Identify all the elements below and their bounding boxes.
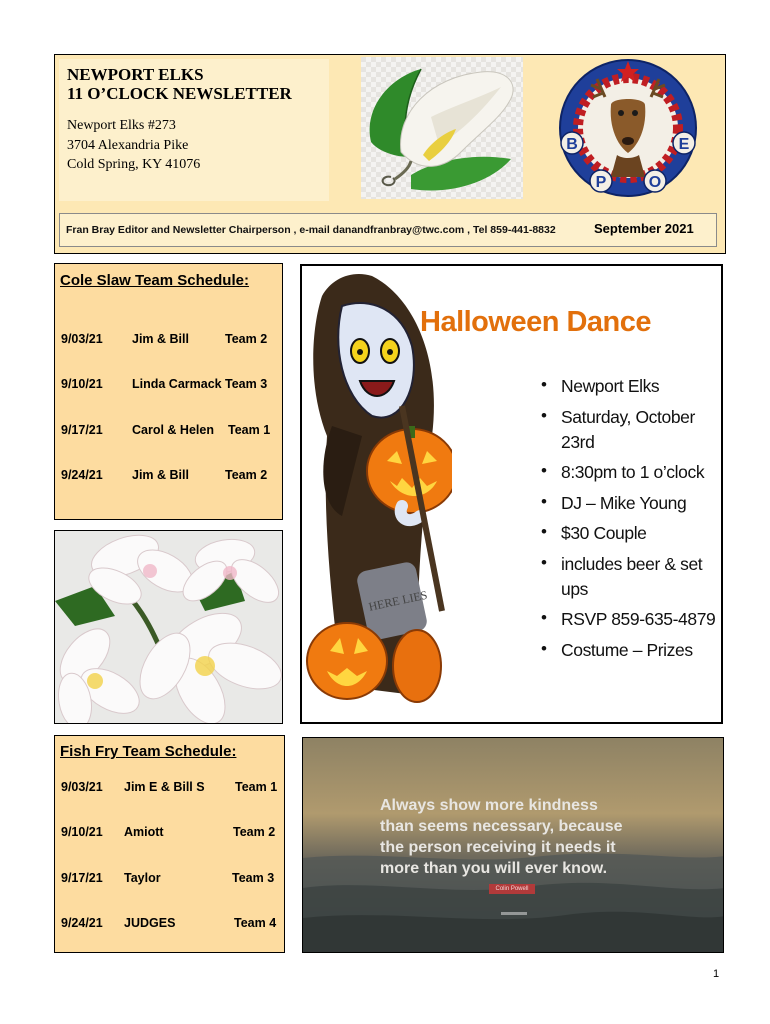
quote-line: than seems necessary, because: [380, 818, 623, 835]
cole-row-team: Team 2: [225, 332, 268, 346]
fish-row-name: Taylor: [124, 871, 161, 885]
cole-row-team: Team 3: [225, 377, 268, 391]
cole-row-name: Carol & Helen: [132, 423, 214, 437]
address-line-3: Cold Spring, KY 41076: [67, 157, 201, 172]
newsletter-title-line1: NEWPORT ELKS: [67, 65, 204, 84]
emblem-letter-o: O: [648, 174, 662, 191]
calla-lily-image: [361, 57, 523, 199]
quote-line: more than you will ever know.: [380, 860, 608, 877]
cole-row-date: 9/03/21: [61, 332, 103, 346]
cole-row-date: 9/10/21: [61, 377, 103, 391]
quote-line: the person receiving it needs it: [380, 839, 616, 856]
fish-row-date: 9/10/21: [61, 825, 103, 839]
title-block: [59, 59, 329, 201]
quote-author-badge: Colin Powell: [489, 884, 535, 894]
fish-fry-schedule: [54, 735, 285, 953]
editor-info-bar: [59, 213, 717, 247]
fish-row-date: 9/17/21: [61, 871, 103, 885]
halloween-dance-title: Halloween Dance: [420, 306, 652, 338]
cole-row-date: 9/17/21: [61, 423, 103, 437]
fish-row-team: Team 4: [234, 916, 277, 930]
halloween-dance-flyer: HERE LIES Halloween Dance • Newport Elks • Saturday, October 23rd • 8:30pm to 1 o’clock • DJ – Mike Young • $30 Couple • includes beer & set ups • RSVP 859-635-4879 • Costume – Prizes: [300, 264, 723, 724]
fish-row-name: Amiott: [124, 825, 164, 839]
emblem-letter-p: P: [595, 174, 607, 191]
cole-row-team: Team 1: [228, 423, 271, 437]
quote-line: Always show more kindness: [380, 797, 598, 814]
fish-row-team: Team 3: [232, 871, 275, 885]
kindness-quote-image: [302, 737, 724, 953]
watermark-mark: [501, 912, 527, 915]
cole-row-date: 9/24/21: [61, 468, 103, 482]
fish-row-name: Jim E & Bill S: [124, 780, 205, 794]
address-line-1: Newport Elks #273: [67, 118, 176, 133]
fish-row-date: 9/03/21: [61, 780, 103, 794]
page-number: 1: [713, 968, 720, 980]
emblem-letter-b: B: [566, 136, 578, 153]
fish-row-name: JUDGES: [124, 916, 176, 930]
bpoe-elks-emblem: [553, 57, 703, 199]
address-line-2: 3704 Alexandria Pike: [67, 138, 189, 153]
cole-row-name: Jim & Bill: [132, 468, 189, 482]
fish-row-date: 9/24/21: [61, 916, 103, 930]
emblem-letter-e: E: [678, 136, 690, 153]
newsletter-header: [54, 54, 726, 254]
newsletter-title-line2: 11 O’CLOCK NEWSLETTER: [67, 84, 292, 103]
cole-row-name: Jim & Bill: [132, 332, 189, 346]
cole-slaw-schedule: [54, 263, 283, 520]
cole-row-name: Linda Carmack: [132, 377, 222, 391]
fish-row-team: Team 1: [235, 780, 278, 794]
cole-row-team: Team 2: [225, 468, 268, 482]
cole-slaw-heading: Cole Slaw Team Schedule:: [60, 272, 249, 289]
issue-date: September 2021: [594, 221, 694, 236]
fish-fry-heading: Fish Fry Team Schedule:: [60, 743, 237, 760]
fish-row-team: Team 2: [233, 825, 276, 839]
editor-contact-line: Fran Bray Editor and Newsletter Chairperson , e-mail danandfranbray@twc.com , Tel 859-441-8832: [66, 224, 556, 236]
tombstone-text: HERE LIES: [367, 587, 429, 614]
plumeria-flowers-image: [54, 530, 283, 724]
